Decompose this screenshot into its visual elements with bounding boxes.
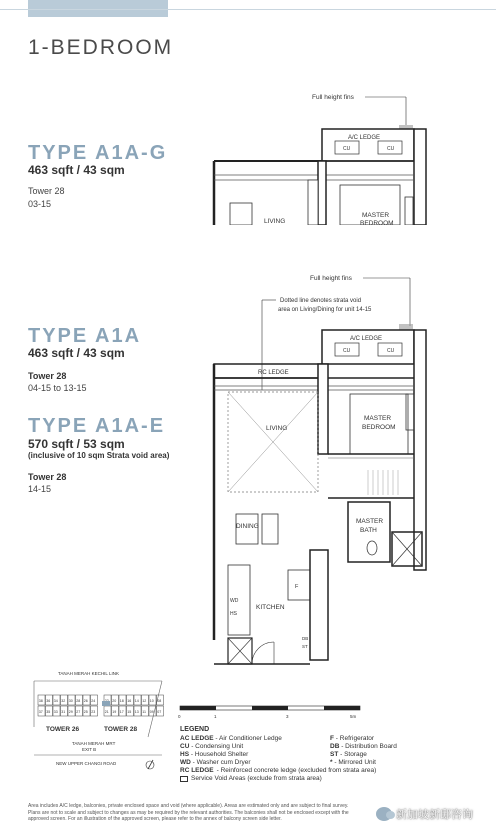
site-unit-number: 09 <box>149 710 154 714</box>
fins-label-top: Full height fins <box>312 94 354 101</box>
legend-item-db: DB - Distribution Board <box>330 743 397 750</box>
site-unit-number: 30 <box>68 699 73 703</box>
site-tower-28: TOWER 28 <box>104 726 138 733</box>
floor-plan-a1a-g <box>200 85 440 225</box>
service-void-icon <box>180 776 188 782</box>
master-bedroom-label-top-1: MASTER <box>362 212 390 219</box>
type-a1a-area: 463 sqft / 43 sqm <box>28 346 125 360</box>
site-unit-number: 37 <box>38 710 43 714</box>
type-a1a-e-tower: Tower 28 <box>28 472 67 482</box>
type-a1a-e-title: TYPE A1A-E <box>28 415 166 437</box>
floor-plan-a1a <box>200 270 440 665</box>
site-unit-row-2 <box>38 706 164 716</box>
void-note-line-2: area on Living/Dining for unit 14-15 <box>278 307 372 313</box>
site-unit-number: 16 <box>127 699 132 703</box>
legend-item-st: ST - Storage <box>330 751 367 758</box>
site-unit-number: 07 <box>157 710 162 714</box>
scale-bar-drawing <box>178 702 368 722</box>
type-a1a-g-units: 03-15 <box>28 199 52 209</box>
site-unit-number: 12 <box>142 699 147 703</box>
cu-label-main-1: CU <box>343 348 351 354</box>
ac-ledge-label-main: A/C LEDGE <box>350 336 383 342</box>
disclaimer-line-2: Plans are not to scale and subject to changes as may be required by the relevant authorities. The balconies shall not be enclosed except with the <box>28 809 349 816</box>
cu-label-main-2: CU <box>387 348 395 354</box>
cu-label-top-2: CU <box>387 146 395 152</box>
legend-item-rc-ledge: RC LEDGE - Reinforced concrete ledge (excluded from strata area) <box>180 767 377 774</box>
site-unit-number: 32 <box>61 699 66 703</box>
f-label: F <box>295 584 299 590</box>
site-unit-number: 33 <box>53 710 58 714</box>
site-mrt-2: EXIT B <box>82 747 97 752</box>
site-unit-number: 17 <box>119 710 124 714</box>
kitchen-label: KITCHEN <box>256 604 285 611</box>
legend-grid <box>180 735 420 782</box>
type-a1a-e-units: 14-15 <box>28 484 52 494</box>
living-label-top: LIVING <box>264 218 286 225</box>
site-unit-number: 19 <box>112 710 117 714</box>
site-road-bottom: NEW UPPER CHANGI ROAD <box>56 761 117 766</box>
site-unit-number: 31 <box>61 710 66 714</box>
site-unit-number: 35 <box>46 710 51 714</box>
fins-label-main: Full height fins <box>310 275 352 282</box>
legend-item-mirrored: * - Mirrored Unit <box>330 759 376 766</box>
site-unit-number: 10 <box>149 699 154 703</box>
site-unit-number: 36 <box>46 699 51 703</box>
void-note-line-1: Dotted line denotes strata void <box>280 298 362 304</box>
watermark <box>376 806 473 822</box>
site-unit-number: 21 <box>104 710 109 714</box>
wechat-icon <box>376 807 392 821</box>
site-unit-number: 28 <box>76 699 81 703</box>
site-unit-number: 15 <box>127 710 132 714</box>
site-unit-number: 20 <box>112 699 117 703</box>
type-a1a-tower: Tower 28 <box>28 371 67 381</box>
master-bedroom-label-main-2: BEDROOM <box>362 424 396 431</box>
site-road-top: TANAH MERAH KECHIL LINK <box>58 671 120 676</box>
site-unit-number: 24 <box>91 699 96 703</box>
legend-item-f: F - Refrigerator <box>330 735 375 742</box>
legend <box>180 726 420 782</box>
master-bath-label-1: MASTER <box>356 518 384 525</box>
type-a1a-g-title: TYPE A1A-G <box>28 142 168 164</box>
floor-plan-a1a-drawing <box>200 270 440 665</box>
legend-item-wd: WD - Washer cum Dryer <box>180 759 251 766</box>
site-unit-number: 13 <box>134 710 139 714</box>
type-a1a-units: 04-15 to 13-15 <box>28 383 87 393</box>
legend-title: LEGEND <box>180 726 210 733</box>
hs-label: HS <box>230 611 237 617</box>
rc-ledge-label: RC LEDGE <box>258 370 289 376</box>
scale-label-1: 1 <box>214 714 217 719</box>
type-a1a-e-area: 570 sqft / 53 sqm <box>28 437 125 451</box>
floor-plan-a1a-g-drawing <box>200 85 440 225</box>
legend-item-ac-ledge: AC LEDGE - Air Conditioner Ledge <box>180 735 282 742</box>
master-bath-label-2: BATH <box>360 527 377 534</box>
site-key-plan-drawing <box>28 665 168 775</box>
page-title: 1-BEDROOM <box>28 36 174 59</box>
db-label: DB <box>302 636 309 641</box>
site-unit-number: 29 <box>68 710 73 714</box>
legend-item-service-void: Service Void Areas (exclude from strata area) <box>180 775 450 782</box>
site-unit-number: 18 <box>119 699 124 703</box>
master-bedroom-label-top-2: BEDROOM <box>360 220 394 225</box>
scale-label-0: 0 <box>178 714 181 719</box>
site-unit-number: 26 <box>83 699 88 703</box>
site-unit-number: 25 <box>83 710 88 714</box>
watermark-text: 新加坡新邸咨询 <box>396 809 473 821</box>
type-a1a-g-tower: Tower 28 <box>28 186 65 196</box>
st-label: ST <box>302 644 308 649</box>
cu-label-top-1: CU <box>343 146 351 152</box>
header-divider <box>0 9 496 10</box>
legend-item-cu: CU - Condensing Unit <box>180 743 244 750</box>
type-a1a-e-note: (inclusive of 10 sqm Strata void area) <box>28 451 170 460</box>
type-a1a-g-area: 463 sqft / 43 sqm <box>28 163 125 177</box>
site-unit-number: 11 <box>142 710 147 714</box>
disclaimer-line-3: approved screen. For an illustration of the approved screen, please refer to the annex of balcony screen side letter. <box>28 816 282 822</box>
type-a1a-title: TYPE A1A <box>28 325 142 347</box>
site-tower-26: TOWER 26 <box>46 726 80 733</box>
master-bedroom-label-main-1: MASTER <box>364 415 392 422</box>
legend-item-hs: HS - Household Shelter <box>180 751 249 758</box>
dining-label: DINING <box>236 523 259 530</box>
site-unit-number: 27 <box>76 710 81 714</box>
site-unit-number: 14 <box>134 699 139 703</box>
scale-label-5m: 5m <box>350 714 357 719</box>
scale-label-3: 3 <box>286 714 289 719</box>
living-label-main: LIVING <box>266 425 288 432</box>
site-unit-number: 34 <box>53 699 58 703</box>
ac-ledge-label-top: A/C LEDGE <box>348 135 381 141</box>
site-mrt-1: TANAH MERAH MRT <box>72 741 116 746</box>
disclaimer-line-1: Area includes A/C ledge, balconies, private enclosed space and void (where applicable). Areas are estimated only and are subject to final survey. <box>28 803 349 809</box>
highlighted-unit <box>102 701 110 706</box>
site-unit-number: 38 <box>38 699 43 703</box>
site-unit-number: 23 <box>91 710 96 714</box>
wd-label: WD <box>230 598 239 604</box>
site-unit-row-1 <box>38 695 164 705</box>
site-unit-number: 08 <box>157 699 162 703</box>
scale-bar <box>178 702 368 722</box>
site-key-plan <box>28 665 168 775</box>
